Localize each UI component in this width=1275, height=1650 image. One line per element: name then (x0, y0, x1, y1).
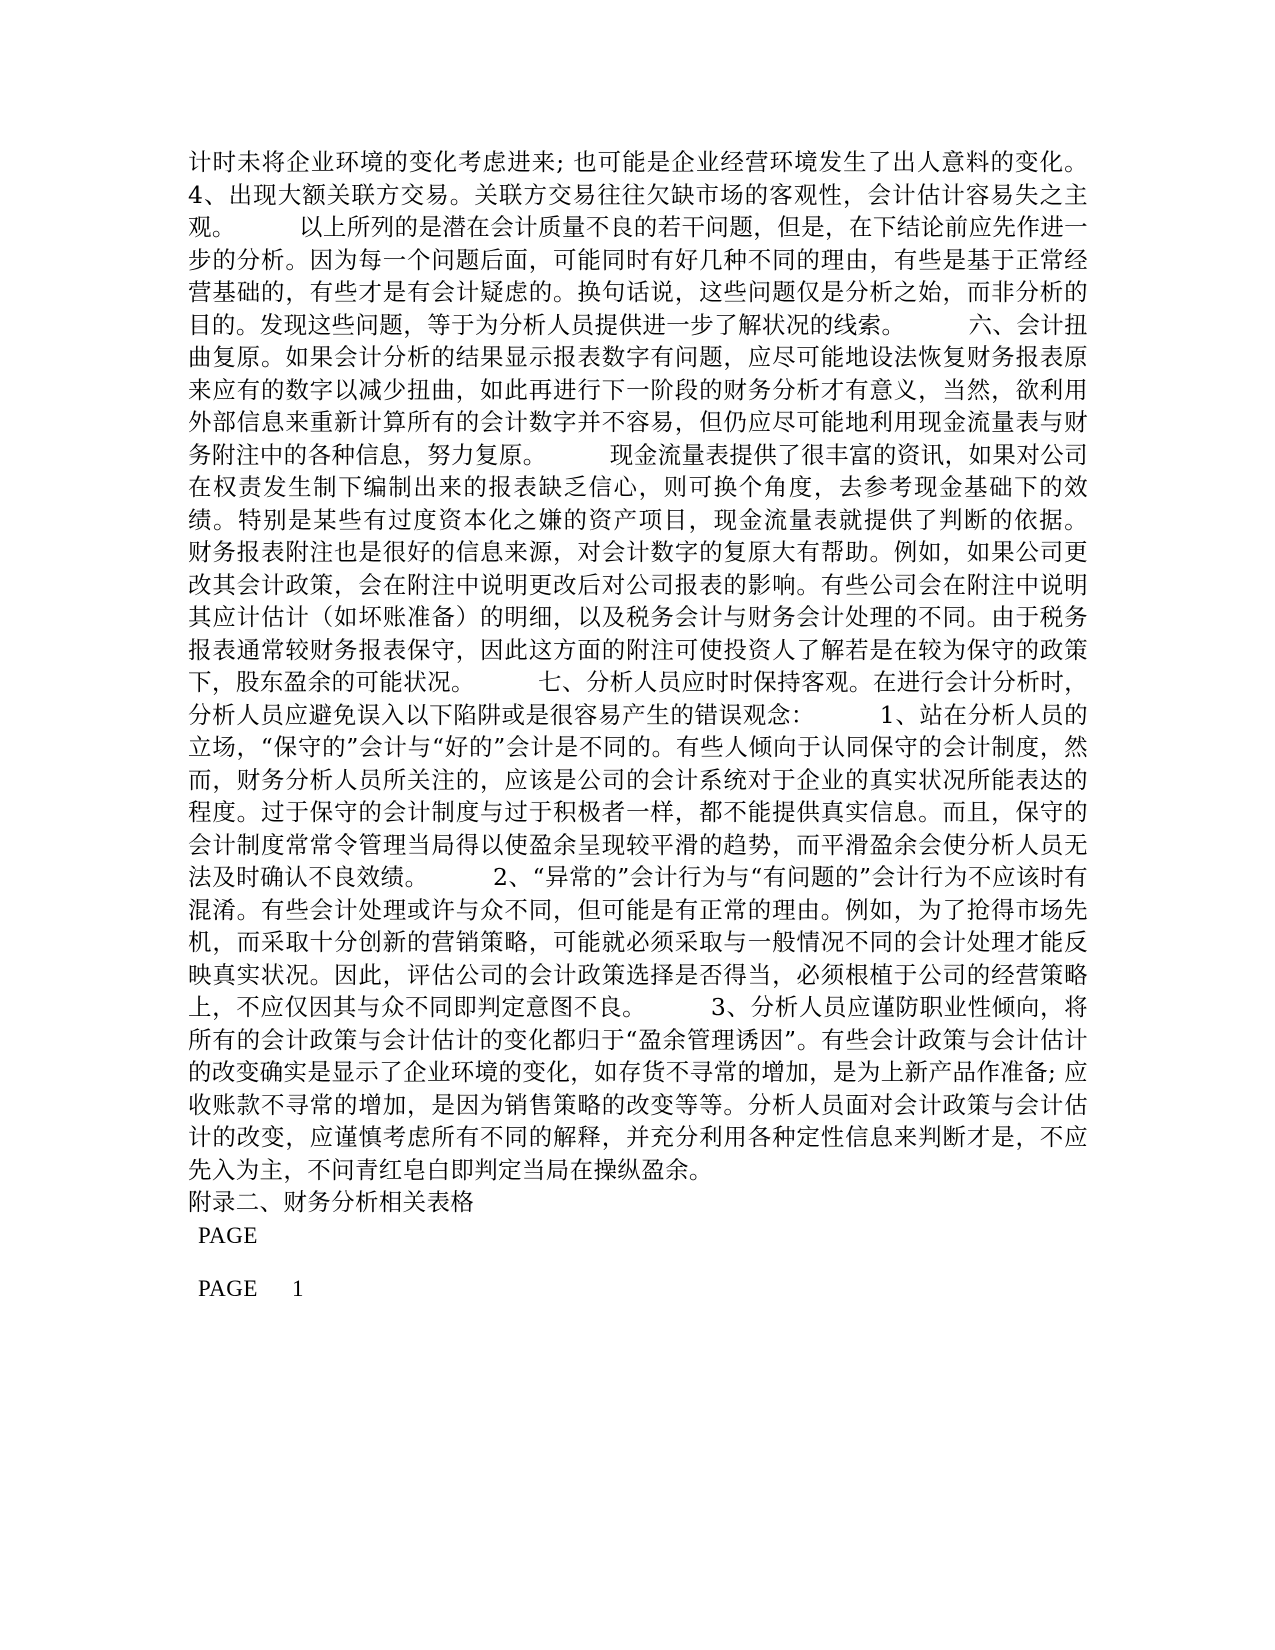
page-field-code (188, 1220, 1088, 1252)
page-field-label: PAGE (198, 1275, 258, 1301)
page-field-label: PAGE (198, 1222, 258, 1248)
page-number: 1 (291, 1275, 304, 1301)
appendix-title: 附录二、财务分析相关表格 (188, 1188, 475, 1216)
body-paragraph: 计时未将企业环境的变化考虑进来; 也可能是企业经营环境发生了出人意料的变化。4、出现大额关联方交易。关联方交易往往欠缺市场的客观性，会计估计容易失之主观。 以上所列的是潜在会计质量不良的若干问题，但是，在下结论前应先作进一步的分析。因为每一个问题后面，可能同时有好几种不同的理由，有些是基于正常经营基础的，有些才是有会计疑虑的。换句话说，这些问题仅是分析之始，而非分析的目的。发现这些问题，等于为分析人员提供进一步了解状况的线索。 六、会计扭曲复原。如果会计分析的结果显示报表数字有问题，应尽可能地设法恢复财务报表原来应有的数字以减少扭曲，如此再进行下一阶段的财务分析才有意义，当然，欲利用外部信息来重新计算所有的会计数字并不容易，但仍应尽可能地利用现金流量表与财务附注中的各种信息，努力复原。 现金流量表提供了很丰富的资讯，如果对公司在权责发生制下编制出来的报表缺乏信心，则可换个角度，去参考现金基础下的效绩。特别是某些有过度资本化之嫌的资产项目，现金流量表就提供了判断的依据。 财务报表附注也是很好的信息来源，对会计数字的复原大有帮助。例如，如果公司更改其会计政策，会在附注中说明更改后对公司报表的影响。有些公司会在附注中说明其应计估计（如坏账准备）的明细，以及税务会计与财务会计处理的不同。由于税务报表通常较财务报表保守，因此这方面的附注可使投资人了解若是在较为保守的政策下，股东盈余的可能状况。 七、分析人员应时时保持客观。在进行会计分析时，分析人员应避免误入以下陷阱或是很容易产生的错误观念： 1、站在分析人员的立场，“保守的”会计与“好的”会计是不同的。有些人倾向于认同保守的会计制度，然而，财务分析人员所关注的，应该是公司的会计系统对于企业的真实状况所能表达的程度。过于保守的会计制度与过于积极者一样，都不能提供真实信息。而且，保守的会计制度常常令管理当局得以使盈余呈现较平滑的趋势，而平滑盈余会使分析人员无法及时确认不良效绩。 2、“异常的”会计行为与“有问题的”会计行为不应该时有混淆。有些会计处理或许与众不同，但可能是有正常的理由。例如，为了抢得市场先机，而采取十分创新的营销策略，可能就必须采取与一般情况不同的会计处理才能反映真实状况。因此，评估公司的会计政策选择是否得当，必须根植于公司的经营策略上，不应仅因其与众不同即判定意图不良。 3、分析人员应谨防职业性倾向，将所有的会计政策与会计估计的变化都归于“盈余管理诱因”。有些会计政策与会计估计的改变确实是显示了企业环境的变化，如存货不寻常的增加，是为上新产品作准备; 应收账款不寻常的增加，是因为销售策略的改变等等。分析人员面对会计政策与会计估计的改变，应谨慎考虑所有不同的解释，并充分利用各种定性信息来判断才是，不应先入为主，不问青红皂白即判定当局在操纵盈余。 (188, 148, 1151, 1184)
page-footer (188, 1273, 1088, 1305)
page-content (188, 146, 1151, 1305)
